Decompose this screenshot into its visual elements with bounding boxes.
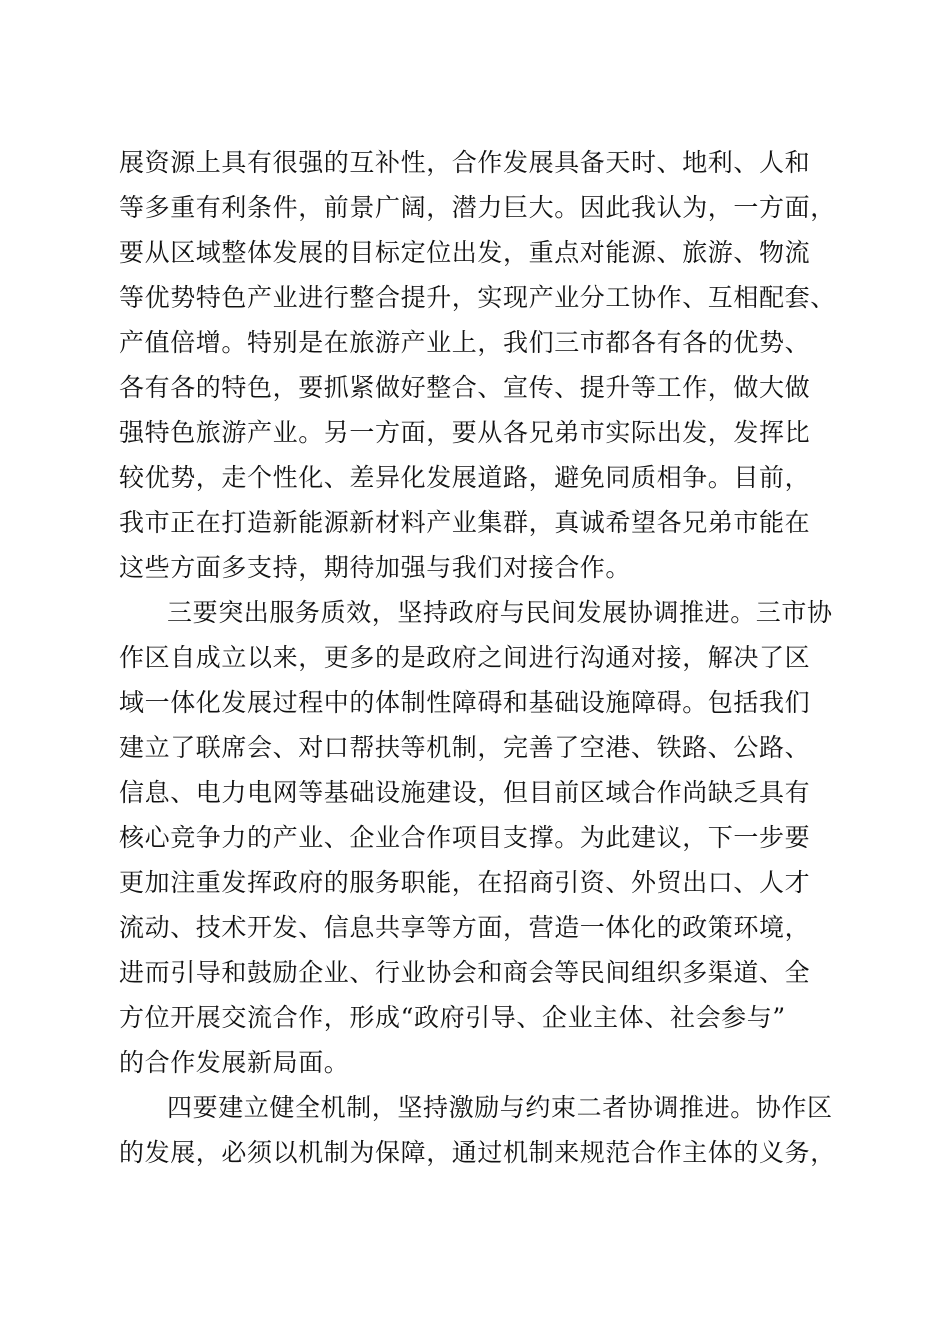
text-line: 各有各的特色，要抓紧做好整合、宣传、提升等工作，做大做 — [119, 373, 811, 402]
text-line: 强特色旅游产业。另一方面，要从各兄弟市实际出发，发挥比 — [119, 418, 811, 447]
text-line: 要从区域整体发展的目标定位出发，重点对能源、旅游、物流 — [119, 238, 811, 267]
text-line: 等多重有利条件，前景广阔，潜力巨大。因此我认为，一方面， — [119, 193, 836, 222]
text-line: 较优势，走个性化、差异化发展道路，避免同质相争。目前， — [119, 463, 811, 492]
text-line: 流动、技术开发、信息共享等方面，营造一体化的政策环境， — [119, 913, 811, 942]
text-line: 我市正在打造新能源新材料产业集群，真诚希望各兄弟市能在 — [119, 508, 811, 537]
document-body — [119, 140, 839, 1175]
paragraph-first-line: 三要突出服务质效，坚持政府与民间发展协调推进。三市协 — [167, 598, 833, 627]
text-line: 信息、电力电网等基础设施建设，但目前区域合作尚缺乏具有 — [119, 778, 811, 807]
text-line: 作区自成立以来，更多的是政府之间进行沟通对接，解决了区 — [119, 643, 811, 672]
text-line: 这些方面多支持，期待加强与我们对接合作。 — [119, 553, 632, 582]
text-line: 的合作发展新局面。 — [119, 1048, 350, 1077]
text-line: 产值倍增。特别是在旅游产业上，我们三市都各有各的优势、 — [119, 328, 811, 357]
text-line: 进而引导和鼓励企业、行业协会和商会等民间组织多渠道、全 — [119, 958, 811, 987]
text-line: 核心竞争力的产业、企业合作项目支撑。为此建议，下一步要 — [119, 823, 811, 852]
text-line: 展资源上具有很强的互补性，合作发展具备天时、地利、人和 — [119, 148, 811, 177]
text-line: 方位开展交流合作，形成“政府引导、企业主体、社会参与” — [119, 1003, 786, 1032]
text-line: 更加注重发挥政府的服务职能，在招商引资、外贸出口、人才 — [119, 868, 811, 897]
text-line: 等优势特色产业进行整合提升，实现产业分工协作、互相配套、 — [119, 283, 836, 312]
text-line: 的发展，必须以机制为保障，通过机制来规范合作主体的义务， — [119, 1138, 836, 1167]
text-line: 建立了联席会、对口帮扶等机制，完善了空港、铁路、公路、 — [119, 733, 811, 762]
text-line: 域一体化发展过程中的体制性障碍和基础设施障碍。包括我们 — [119, 688, 811, 717]
paragraph-first-line: 四要建立健全机制，坚持激励与约束二者协调推进。协作区 — [167, 1093, 833, 1122]
